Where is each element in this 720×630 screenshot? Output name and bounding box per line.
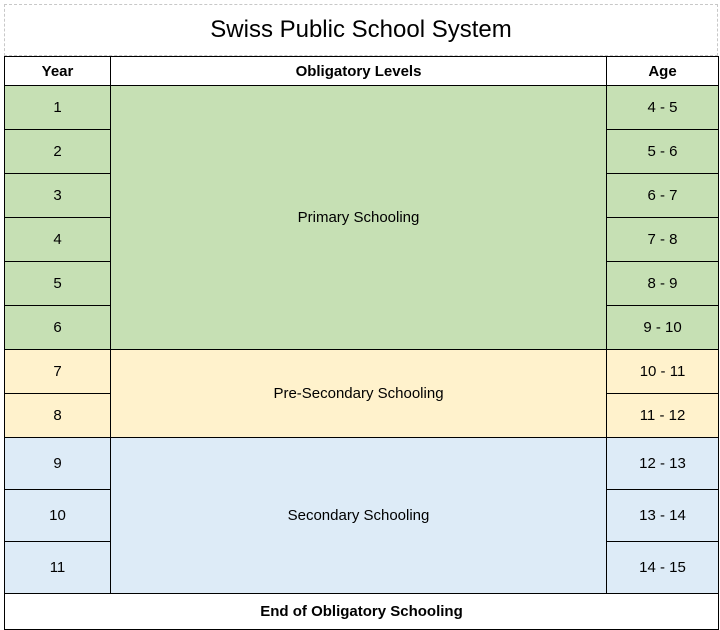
school-system-sheet [4, 4, 718, 620]
age-cell: 6 - 7 [607, 174, 719, 218]
table-row [5, 86, 719, 130]
year-cell: 5 [5, 262, 111, 306]
year-cell: 4 [5, 218, 111, 262]
year-cell: 3 [5, 174, 111, 218]
age-cell: 10 - 11 [607, 350, 719, 394]
age-cell: 7 - 8 [607, 218, 719, 262]
age-cell: 8 - 9 [607, 262, 719, 306]
year-cell: 10 [5, 490, 111, 542]
year-cell: 7 [5, 350, 111, 394]
year-cell: 11 [5, 542, 111, 594]
footer-row [5, 594, 719, 630]
year-header: Year [5, 57, 111, 86]
year-cell: 1 [5, 86, 111, 130]
year-cell: 6 [5, 306, 111, 350]
level-secondary: Secondary Schooling [111, 438, 607, 594]
page-title: Swiss Public School System [4, 4, 718, 56]
age-cell: 14 - 15 [607, 542, 719, 594]
age-cell: 4 - 5 [607, 86, 719, 130]
header-row [5, 57, 719, 86]
age-cell: 9 - 10 [607, 306, 719, 350]
end-of-schooling-label: End of Obligatory Schooling [5, 594, 719, 630]
level-primary: Primary Schooling [111, 86, 607, 350]
age-cell: 11 - 12 [607, 394, 719, 438]
year-cell: 9 [5, 438, 111, 490]
level-presecondary: Pre-Secondary Schooling [111, 350, 607, 438]
age-cell: 13 - 14 [607, 490, 719, 542]
age-header: Age [607, 57, 719, 86]
school-table [4, 56, 719, 630]
levels-header: Obligatory Levels [111, 57, 607, 86]
year-cell: 2 [5, 130, 111, 174]
age-cell: 12 - 13 [607, 438, 719, 490]
age-cell: 5 - 6 [607, 130, 719, 174]
table-row [5, 438, 719, 490]
year-cell: 8 [5, 394, 111, 438]
table-row [5, 350, 719, 394]
